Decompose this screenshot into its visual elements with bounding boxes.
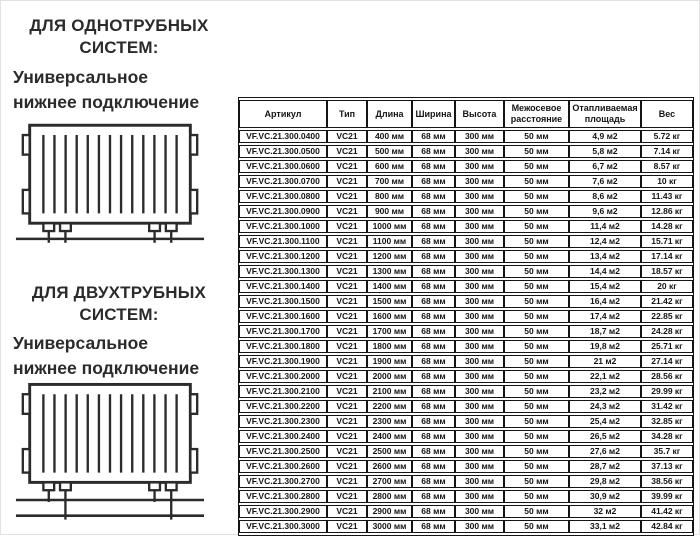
table-cell: VF.VC.21.300.0500 [239, 145, 327, 158]
table-cell: 11,4 м2 [569, 220, 641, 233]
table-cell: 50 мм [504, 175, 569, 188]
table-cell: 68 мм [412, 310, 455, 323]
table-cell: 31.42 кг [641, 400, 693, 413]
table-cell: 16,4 м2 [569, 295, 641, 308]
table-cell: 34.28 кг [641, 430, 693, 443]
table-cell: VC21 [327, 235, 367, 248]
table-cell: 25.71 кг [641, 340, 693, 353]
table-cell: 68 мм [412, 295, 455, 308]
table-cell: 50 мм [504, 295, 569, 308]
table-cell: 300 мм [455, 190, 504, 203]
table-cell: 300 мм [455, 130, 504, 143]
table-cell: 800 мм [367, 190, 412, 203]
table-cell: 300 мм [455, 310, 504, 323]
table-row [239, 235, 693, 248]
table-cell: VC21 [327, 490, 367, 503]
table-cell: 18.57 кг [641, 265, 693, 278]
table-row [239, 160, 693, 173]
two-pipe-connection-note: Универсальное нижнее подключение [13, 333, 200, 378]
table-cell: VC21 [327, 325, 367, 338]
table-cell: 500 мм [367, 145, 412, 158]
table-row [239, 445, 693, 458]
table-cell: 68 мм [412, 175, 455, 188]
table-cell: 68 мм [412, 385, 455, 398]
table-cell: 22.85 кг [641, 310, 693, 323]
table-cell: VC21 [327, 430, 367, 443]
column-header: Тип [327, 100, 367, 128]
table-cell: 2400 мм [367, 430, 412, 443]
table-cell: VC21 [327, 505, 367, 518]
table-cell: 50 мм [504, 250, 569, 263]
table-cell: 50 мм [504, 430, 569, 443]
column-header: Длина [367, 100, 412, 128]
table-cell: 68 мм [412, 430, 455, 443]
table-cell: 300 мм [455, 235, 504, 248]
table-cell: 1700 мм [367, 325, 412, 338]
table-cell: 1000 мм [367, 220, 412, 233]
table-cell: 68 мм [412, 520, 455, 533]
table-cell: 600 мм [367, 160, 412, 173]
table-cell: 29,8 м2 [569, 475, 641, 488]
table-cell: VF.VC.21.300.2400 [239, 430, 327, 443]
table-cell: 68 мм [412, 160, 455, 173]
table-cell: VC21 [327, 340, 367, 353]
table-cell: VF.VC.21.300.2600 [239, 460, 327, 473]
table-cell: VF.VC.21.300.0600 [239, 160, 327, 173]
table-cell: VF.VC.21.300.3000 [239, 520, 327, 533]
table-cell: VC21 [327, 145, 367, 158]
table-header-row [239, 100, 693, 128]
table-cell: 68 мм [412, 265, 455, 278]
table-cell: 300 мм [455, 460, 504, 473]
table-row [239, 490, 693, 503]
table-cell: 14,4 м2 [569, 265, 641, 278]
table-cell: VC21 [327, 310, 367, 323]
table-cell: VC21 [327, 250, 367, 263]
two-pipe-section-heading: ДЛЯ ДВУХТРУБНЫХ СИСТЕМ: [31, 283, 207, 325]
table-cell: 50 мм [504, 460, 569, 473]
table-cell: 50 мм [504, 160, 569, 173]
table-cell: 19,8 м2 [569, 340, 641, 353]
table-row [239, 190, 693, 203]
table-cell: VF.VC.21.300.1100 [239, 235, 327, 248]
table-cell: 28,7 м2 [569, 460, 641, 473]
table-cell: 68 мм [412, 235, 455, 248]
table-cell: VF.VC.21.300.1600 [239, 310, 327, 323]
table-cell: 24,3 м2 [569, 400, 641, 413]
table-row [239, 325, 693, 338]
table-cell: 68 мм [412, 355, 455, 368]
table-cell: 50 мм [504, 130, 569, 143]
table-cell: 68 мм [412, 250, 455, 263]
table-cell: 50 мм [504, 280, 569, 293]
table-cell: VF.VC.21.300.1400 [239, 280, 327, 293]
table-cell: VC21 [327, 445, 367, 458]
table-cell: 1600 мм [367, 310, 412, 323]
table-row [239, 175, 693, 188]
table-cell: 5.72 кг [641, 130, 693, 143]
table-cell: VF.VC.21.300.2300 [239, 415, 327, 428]
table-cell: 300 мм [455, 250, 504, 263]
table-cell: 2100 мм [367, 385, 412, 398]
spec-table [238, 97, 694, 536]
table-cell: 8.57 кг [641, 160, 693, 173]
table-cell: 68 мм [412, 325, 455, 338]
table-cell: VF.VC.21.300.2500 [239, 445, 327, 458]
table-cell: 300 мм [455, 475, 504, 488]
single-pipe-section-heading: ДЛЯ ОДНОТРУБНЫХ СИСТЕМ: [29, 16, 209, 58]
table-cell: VC21 [327, 370, 367, 383]
table-cell: 2700 мм [367, 475, 412, 488]
table-cell: 68 мм [412, 490, 455, 503]
table-cell: VF.VC.21.300.1500 [239, 295, 327, 308]
table-cell: 37.13 кг [641, 460, 693, 473]
table-cell: 68 мм [412, 445, 455, 458]
table-cell: VC21 [327, 415, 367, 428]
table-cell: 15.71 кг [641, 235, 693, 248]
table-cell: 1800 мм [367, 340, 412, 353]
table-row [239, 340, 693, 353]
table-cell: 68 мм [412, 190, 455, 203]
table-cell: VF.VC.21.300.0700 [239, 175, 327, 188]
table-cell: VF.VC.21.300.1300 [239, 265, 327, 278]
table-cell: 32.85 кг [641, 415, 693, 428]
table-cell: 32 м2 [569, 505, 641, 518]
table-row [239, 265, 693, 278]
table-cell: 300 мм [455, 340, 504, 353]
table-cell: VC21 [327, 280, 367, 293]
table-cell: 50 мм [504, 190, 569, 203]
table-cell: VF.VC.21.300.1700 [239, 325, 327, 338]
table-cell: 300 мм [455, 325, 504, 338]
table-cell: VF.VC.21.300.2200 [239, 400, 327, 413]
table-cell: 50 мм [504, 385, 569, 398]
table-cell: 15,4 м2 [569, 280, 641, 293]
table-cell: 300 мм [455, 175, 504, 188]
table-cell: 700 мм [367, 175, 412, 188]
table-row [239, 370, 693, 383]
table-cell: 300 мм [455, 355, 504, 368]
table-cell: 68 мм [412, 145, 455, 158]
table-cell: 300 мм [455, 505, 504, 518]
table-cell: 68 мм [412, 475, 455, 488]
table-cell: 1900 мм [367, 355, 412, 368]
table-cell: 27,6 м2 [569, 445, 641, 458]
table-cell: 300 мм [455, 430, 504, 443]
table-cell: 68 мм [412, 205, 455, 218]
table-cell: 50 мм [504, 340, 569, 353]
table-cell: 29.99 кг [641, 385, 693, 398]
table-cell: 50 мм [504, 355, 569, 368]
table-cell: 1100 мм [367, 235, 412, 248]
table-cell: VC21 [327, 190, 367, 203]
table-cell: 50 мм [504, 310, 569, 323]
table-row [239, 505, 693, 518]
table-cell: 50 мм [504, 220, 569, 233]
table-cell: VF.VC.21.300.1000 [239, 220, 327, 233]
table-cell: 68 мм [412, 400, 455, 413]
table-cell: 300 мм [455, 400, 504, 413]
table-cell: 68 мм [412, 220, 455, 233]
single-pipe-connection-note: Универсальное нижнее подключение [13, 67, 200, 112]
table-cell: 2300 мм [367, 415, 412, 428]
table-row [239, 130, 693, 143]
table-row [239, 295, 693, 308]
table-cell: 18,7 м2 [569, 325, 641, 338]
table-cell: 30,9 м2 [569, 490, 641, 503]
table-cell: 25,4 м2 [569, 415, 641, 428]
table-cell: 300 мм [455, 160, 504, 173]
table-cell: 50 мм [504, 415, 569, 428]
table-cell: 42.84 кг [641, 520, 693, 533]
table-cell: 1300 мм [367, 265, 412, 278]
table-cell: 1400 мм [367, 280, 412, 293]
table-cell: 26,5 м2 [569, 430, 641, 443]
table-cell: 68 мм [412, 130, 455, 143]
table-cell: VF.VC.21.300.2900 [239, 505, 327, 518]
table-cell: 10 кг [641, 175, 693, 188]
table-cell: 22,1 м2 [569, 370, 641, 383]
table-cell: 20 кг [641, 280, 693, 293]
radiator-two-pipe-diagram [14, 380, 206, 531]
table-cell: 50 мм [504, 475, 569, 488]
table-cell: 13,4 м2 [569, 250, 641, 263]
table-cell: VF.VC.21.300.1900 [239, 355, 327, 368]
table-cell: VC21 [327, 475, 367, 488]
table-cell: VC21 [327, 265, 367, 278]
table-cell: 50 мм [504, 505, 569, 518]
table-cell: 68 мм [412, 280, 455, 293]
table-cell: 28.56 кг [641, 370, 693, 383]
table-row [239, 250, 693, 263]
table-cell: 7.14 кг [641, 145, 693, 158]
table-cell: VC21 [327, 520, 367, 533]
table-cell: 300 мм [455, 370, 504, 383]
table-cell: 300 мм [455, 205, 504, 218]
table-row [239, 520, 693, 533]
table-row [239, 280, 693, 293]
table-cell: 300 мм [455, 520, 504, 533]
column-header: Вес [641, 100, 693, 128]
table-cell: 50 мм [504, 265, 569, 278]
table-cell: 1500 мм [367, 295, 412, 308]
table-row [239, 220, 693, 233]
table-cell: VC21 [327, 355, 367, 368]
table-cell: 39.99 кг [641, 490, 693, 503]
table-row [239, 145, 693, 158]
table-cell: 300 мм [455, 145, 504, 158]
table-cell: VF.VC.21.300.0900 [239, 205, 327, 218]
table-row [239, 400, 693, 413]
table-cell: 50 мм [504, 400, 569, 413]
table-cell: 27.14 кг [641, 355, 693, 368]
table-cell: 50 мм [504, 490, 569, 503]
table-cell: VF.VC.21.300.2700 [239, 475, 327, 488]
table-cell: VC21 [327, 220, 367, 233]
table-cell: 24.28 кг [641, 325, 693, 338]
table-cell: 41.42 кг [641, 505, 693, 518]
table-cell: 12,4 м2 [569, 235, 641, 248]
table-row [239, 385, 693, 398]
table-cell: 35.7 кг [641, 445, 693, 458]
table-cell: 1200 мм [367, 250, 412, 263]
table-cell: VF.VC.21.300.0800 [239, 190, 327, 203]
table-cell: 68 мм [412, 415, 455, 428]
table-cell: 21.42 кг [641, 295, 693, 308]
table-row [239, 475, 693, 488]
table-cell: VF.VC.21.300.2100 [239, 385, 327, 398]
table-cell: 17.14 кг [641, 250, 693, 263]
table-cell: 50 мм [504, 235, 569, 248]
table-row [239, 205, 693, 218]
table-cell: 2600 мм [367, 460, 412, 473]
table-cell: VC21 [327, 460, 367, 473]
table-cell: 23,2 м2 [569, 385, 641, 398]
table-cell: 50 мм [504, 370, 569, 383]
table-cell: 33,1 м2 [569, 520, 641, 533]
table-cell: VF.VC.21.300.0400 [239, 130, 327, 143]
table-cell: 900 мм [367, 205, 412, 218]
table-cell: 300 мм [455, 280, 504, 293]
left-panel [1, 1, 237, 536]
table-cell: 300 мм [455, 220, 504, 233]
table-row [239, 460, 693, 473]
table-cell: 300 мм [455, 265, 504, 278]
table-cell: 4,9 м2 [569, 130, 641, 143]
table-cell: 300 мм [455, 295, 504, 308]
table-cell: 300 мм [455, 385, 504, 398]
spec-table-container [238, 97, 694, 536]
table-cell: 17,4 м2 [569, 310, 641, 323]
table-cell: VC21 [327, 130, 367, 143]
table-cell: 2800 мм [367, 490, 412, 503]
table-cell: VC21 [327, 295, 367, 308]
table-cell: 300 мм [455, 415, 504, 428]
table-cell: 2500 мм [367, 445, 412, 458]
table-cell: 50 мм [504, 520, 569, 533]
table-cell: 12.86 кг [641, 205, 693, 218]
table-row [239, 415, 693, 428]
table-cell: 2900 мм [367, 505, 412, 518]
table-cell: VC21 [327, 400, 367, 413]
table-cell: 2000 мм [367, 370, 412, 383]
table-cell: VF.VC.21.300.2000 [239, 370, 327, 383]
column-header: Артикул [239, 100, 327, 128]
table-cell: 68 мм [412, 370, 455, 383]
table-cell: VF.VC.21.300.2800 [239, 490, 327, 503]
table-cell: 50 мм [504, 445, 569, 458]
table-cell: 14.28 кг [641, 220, 693, 233]
table-cell: 6,7 м2 [569, 160, 641, 173]
table-cell: 8,6 м2 [569, 190, 641, 203]
table-cell: 68 мм [412, 340, 455, 353]
table-cell: 50 мм [504, 205, 569, 218]
radiator-single-pipe-diagram [14, 121, 206, 254]
table-cell: 3000 мм [367, 520, 412, 533]
table-cell: 21 м2 [569, 355, 641, 368]
column-header: Межосевое расстояние [504, 100, 569, 128]
table-cell: 68 мм [412, 460, 455, 473]
table-cell: VC21 [327, 160, 367, 173]
table-cell: 5,8 м2 [569, 145, 641, 158]
table-cell: 7,6 м2 [569, 175, 641, 188]
table-cell: 68 мм [412, 505, 455, 518]
column-header: Ширина [412, 100, 455, 128]
table-cell: VF.VC.21.300.1200 [239, 250, 327, 263]
table-cell: VC21 [327, 175, 367, 188]
table-cell: 11.43 кг [641, 190, 693, 203]
table-cell: 38.56 кг [641, 475, 693, 488]
table-row [239, 430, 693, 443]
table-cell: VC21 [327, 385, 367, 398]
table-row [239, 310, 693, 323]
column-header: Отапливаемая площадь [569, 100, 641, 128]
table-cell: 300 мм [455, 490, 504, 503]
column-header: Высота [455, 100, 504, 128]
table-cell: 50 мм [504, 325, 569, 338]
table-row [239, 355, 693, 368]
table-cell: VF.VC.21.300.1800 [239, 340, 327, 353]
table-cell: 2200 мм [367, 400, 412, 413]
table-cell: VC21 [327, 205, 367, 218]
table-cell: 300 мм [455, 445, 504, 458]
table-cell: 9,6 м2 [569, 205, 641, 218]
table-cell: 50 мм [504, 145, 569, 158]
table-cell: 400 мм [367, 130, 412, 143]
